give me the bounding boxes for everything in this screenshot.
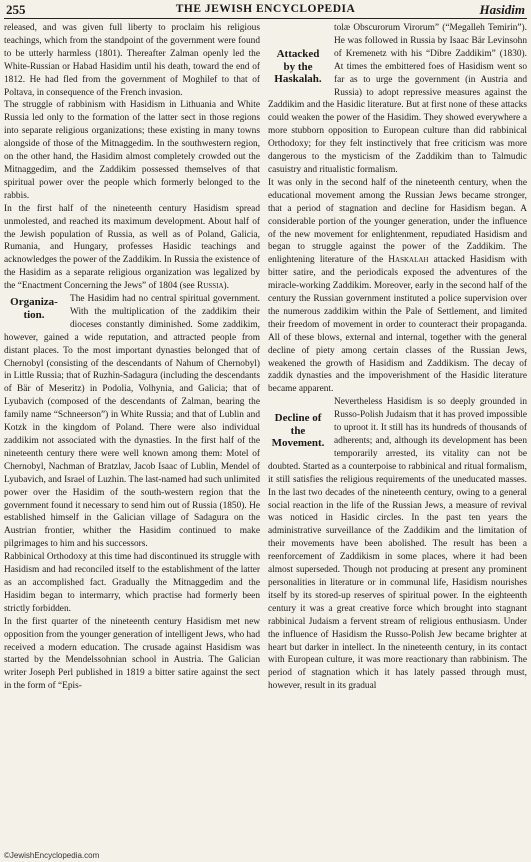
paragraph bbox=[4, 203, 260, 293]
cross-reference-russia[interactable]: Russia bbox=[197, 281, 224, 292]
margin-heading-line: by the bbox=[283, 60, 313, 73]
paragraph bbox=[268, 177, 527, 396]
paragraph: The Hasidim had no central spiritual government. With the multiplication of the zaddikim their dioceses constantly diminished. Some zaddikim, however, gained a wide reputation, and attracted people from distant places. To the most important dynasties belonged that of Chernobyl (consisting of the descendants of Nahum of Chernobyl) in Little Russia; that of Ruzhin-Sadagura (including the descendants of Bär of Meseritz) in Podolia, Volhynia, and Galicia; that of Lyubavich (composed of the descendants of Zalman, bearing the family name “Schneerson”) in White Russia; and that of Lublin and Kotzk in the kingdom of Poland. There were also individual zaddikim not associated with the dynasties. In the first half of the nineteenth century there were well known among them: Motel of Chernobyl, Nachman of Bratzlav, Jacob Isaac of Lublin, Mendel of Lyubavich, and Israel of Luzhin. The last-named had such unlimited power over the Hasidim of the south-western region that the government found it necessary to send him out of Russia (1850). He established himself in the Galician village of Sadagura on the Austrian frontier, whither the Hasidim continued to make pilgrimages to him and his successors. bbox=[4, 294, 260, 550]
margin-heading-line: tion. bbox=[23, 308, 45, 321]
paragraph-text: It was only in the second half of the nineteenth century, when the educational movement among the Russian Jews became stronger, that a period of stagnation and decline for Hasidism began. A considerable portion of the younger generation, under the influence of the new movement for enlightenment, repudiated Hasidism and began to struggle against the power of the Zaddikim. The enlightening literature of the bbox=[268, 177, 527, 266]
publication-title: THE JEWISH ENCYCLOPEDIA bbox=[175, 3, 356, 15]
margin-heading-line: Organiza- bbox=[10, 296, 58, 309]
margin-heading-decline-of-movement bbox=[268, 412, 328, 450]
left-column bbox=[4, 22, 260, 848]
paragraph: tolæ Obscurorum Virorum” (“Megalleh Temirin”). He was followed in Russia by Isaac Bär Levinsohn of Kremenetz with his “Dibre Zaddikim” (1830). At times the embittered foes of Hasidism went so far as to urge the government (in Austria and Russia) to adopt repressive measures against the Zaddikim and the Hasidic literature. But at first none of these attacks could weaken the power of the Hasidim. They showed everywhere a more stubborn opposition to European culture than did rabbinical Orthodoxy; for they felt instinctively that free criticism was more dangerous to the mysticism of the Zaddikim than to Talmudic casuistry and ritualistic formalism. bbox=[268, 23, 527, 175]
copyright-footer[interactable]: ©JewishEncyclopedia.com bbox=[4, 851, 100, 860]
margin-heading-organization bbox=[4, 296, 64, 321]
margin-heading-line: Attacked bbox=[276, 48, 320, 60]
paragraph: Nevertheless Hasidism is so deeply grounded in Russo-Polish Judaism that it has proved impossible to uproot it. It still has its hundreds of thousands of adherents; and, although its development has been temporarily arrested, its vitality can not be doubted. Started as a counterpoise to rabbinical and ritual formalism, it still satisfies the religious requirements of the uneducated masses. In the last two decades of the nineteenth century, owing to a general social reaction in the life of the Russian Jews, a measure of revival was noticed in Hasidic circles. In the past ten years the administrative surveillance of the Zaddikim and the limitation of their movements have been abolished. The result has been a reenforcement of Zaddikism in some places, where it had been almost superseded. Though not producing at present any prominent personalities in literature or in communal life, Hasidism nourishes itself by its stored-up reserves of spiritual power. In the eighteenth century it was a great creative force which brought into stagnant rabbinical Judaism a fervent stream of religious enthusiasm. Under the influence of Hasidism the Russo-Polish Jew became brighter at heart but darker in intellect. In the nineteenth century, in its contact with European culture, it was more reactionary than rabbinism. The period of stagnation which it has lately passed through must, however, result in its gradual bbox=[268, 397, 527, 692]
page-number: 255 bbox=[6, 2, 26, 17]
margin-heading-attacked-by-haskalah bbox=[268, 48, 328, 86]
margin-heading-line: Movement. bbox=[271, 437, 325, 450]
page-header bbox=[4, 2, 527, 19]
paragraph: The struggle of rabbinism with Hasidism in Lithuania and White Russia led only to the formation of the latter sect in those regions into separate religious organizations; these existing in many towns alongside of those of the Mitnaggedim. In the southwestern region, on the other hand, the Hasidim almost completely crowded out the Mitnaggedim, and the Zaddikim possessed themselves of that spiritual power over the people which formerly belonged to the rabbis. bbox=[4, 100, 260, 201]
right-column bbox=[268, 22, 527, 848]
margin-heading-line: Decline of bbox=[274, 412, 322, 425]
paragraph-text: attacked Hasidism with bitter satire, and the periodicals exposed the adventures of the miracle-working Zaddikim. Moreover, early in the second half of the century the Russian government instituted a police supervision over the numerous zaddikim within the Pale of Settlement, and limited their freedom of movement in order to counteract their propaganda. All of these blows, external and internal, together with the general decline of piety among certain classes of the Russian Jews, weakened the growth of Hasidism and Zaddikism. The decay of zaddik dynasties and the impoverishment of the Hasidic literature became apparent. bbox=[268, 255, 527, 395]
margin-heading-line: Haskalah. bbox=[274, 73, 322, 85]
paragraph: In the first quarter of the nineteenth century Hasidism met new opposition from the younger generation of intelligent Jews, who had received a modern education. The crusade against Hasidism was started by the Mendelssohnian school in Austria. The Galician writer Joseph Perl published in 1819 a bitter satire against the sect in the form of “Epis- bbox=[4, 616, 260, 692]
paragraph: released, and was given full liberty to proclaim his religious teachings, which from the standpoint of the government were found to be utterly harmless (1801). Thereafter Zalman openly led the White-Russian or Habad Hasidim until his death, toward the end of 1812. He had fled from the government of Moghilef to that of Poltava, in consequence of the French invasion. bbox=[4, 23, 260, 98]
running-head-word: Hasidim bbox=[479, 2, 525, 17]
paragraph-text: In the first half of the nineteenth century Hasidism spread unmolested, and reached its maximum development. About half of the Jewish population of Russia, as well as of Poland, Galicia, Rumania, and Hungary, professes Hasidic teachings and acknowledges the power of the Zaddikim. In Russia the existence of the Hasidim as a separate religious organization was legalized by the “Enactment Concerning the Jews” of 1804 (see bbox=[4, 203, 260, 292]
cross-reference-haskalah[interactable]: Haskalah bbox=[388, 255, 429, 266]
margin-heading-line: the bbox=[290, 424, 306, 437]
paragraph-text: ). bbox=[223, 281, 229, 292]
paragraph: Rabbinical Orthodoxy at this time had discontinued its struggle with Hasidism and had reconciled itself to the establishment of the latter as an accomplished fact. Gradually the Mitnaggedim and the Hasidim began to intermarry, which practise had formerly been strictly forbidden. bbox=[4, 552, 260, 614]
